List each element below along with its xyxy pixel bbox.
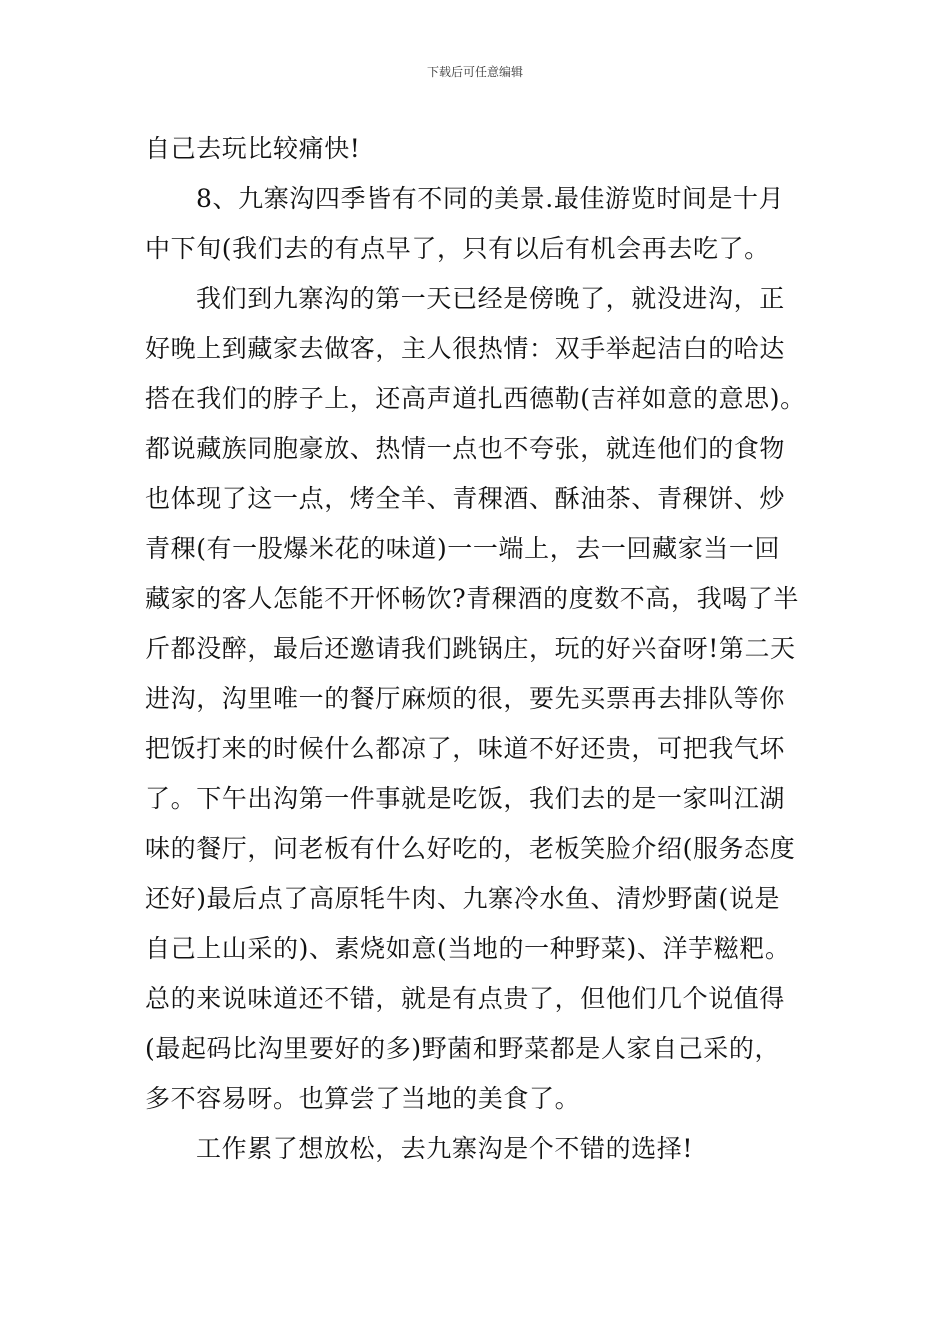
text-line: 工作累了想放松，去九寨沟是个不错的选择! [196,1134,694,1163]
text-line: 斤都没醉，最后还邀请我们跳锅庄，玩的好兴奋呀!第二天 [145,634,796,663]
text-line: 好晚上到藏家去做客，主人很热情：双手举起洁白的哈达 [145,334,786,363]
text-line: 青稞(有一股爆米花的味道)一一端上，去一回藏家当一回 [145,534,781,563]
text-line: 都说藏族同胞豪放、热情一点也不夸张，就连他们的食物 [145,434,786,463]
text-line: 中下旬(我们去的有点早了，只有以后有机会再去吃了。 [145,234,770,263]
text-line: 自己去玩比较痛快! [145,134,361,163]
text-line: 总的来说味道还不错，就是有点贵了，但他们几个说值得 [145,984,786,1013]
text-line: 进沟，沟里唯一的餐厅麻烦的很，要先买票再去排队等你 [145,684,786,713]
text-line: 了。下午出沟第一件事就是吃饭，我们去的是一家叫江湖 [145,784,786,813]
page-header: 下载后可任意编辑 [426,65,523,79]
text-line: 把饭打来的时候什么都凉了，味道不好还贵，可把我气坏 [145,734,786,763]
text-line: 搭在我们的脖子上，还高声道扎西德勒(吉祥如意的意思)。 [145,384,806,413]
text-line: 味的餐厅，问老板有什么好吃的，老板笑脸介绍(服务态度 [145,834,796,863]
text-line: 还好)最后点了高原牦牛肉、九寨冷水鱼、清炒野菌(说是 [145,884,781,913]
text-line: 也体现了这一点，烤全羊、青稞酒、酥油茶、青稞饼、炒 [145,484,786,513]
text-line: 我们到九寨沟的第一天已经是傍晚了，就没进沟，正 [196,284,785,313]
text-line: 藏家的客人怎能不开怀畅饮?青稞酒的度数不高，我喝了半 [145,584,800,613]
text-line: 多不容易呀。也算尝了当地的美食了。 [145,1084,581,1113]
text-line: (最起码比沟里要好的多)野菌和野菜都是人家自己采的， [145,1034,781,1063]
text-line: 8、九寨沟四季皆有不同的美景.最佳游览时间是十月 [196,184,785,213]
text-line: 自己上山采的)、素烧如意(当地的一种野菜)、洋芋糍粑。 [145,934,791,963]
